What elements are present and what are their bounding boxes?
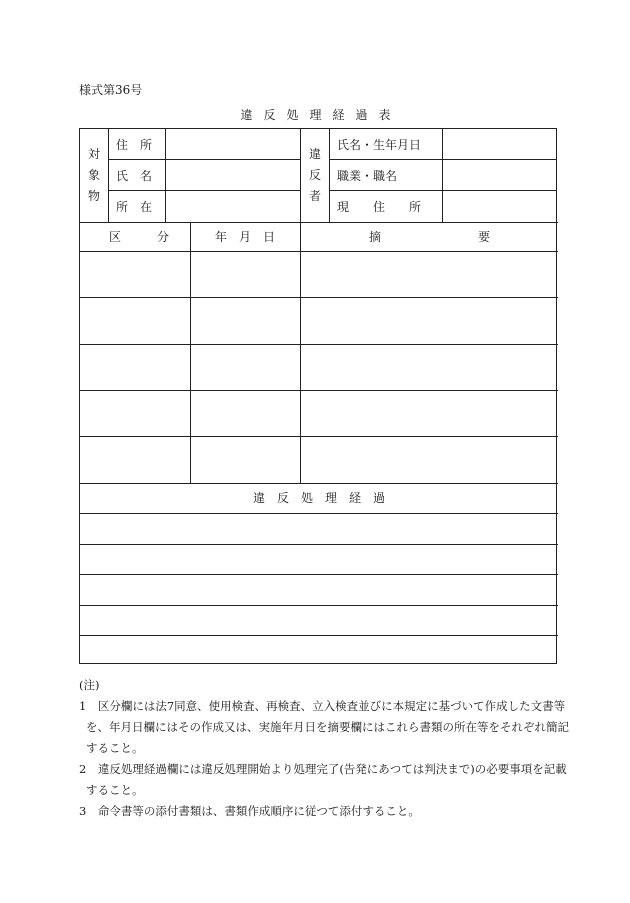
- column-divider: [300, 222, 301, 483]
- target-name-label: 氏 名: [116, 169, 153, 183]
- process-section-header: 違 反 処 理 経 過: [252, 491, 385, 505]
- notes-section: [79, 675, 569, 822]
- note-item: 3 命令書等の添付書類は、書類作成順序に従つて添付すること。: [79, 804, 420, 818]
- row-divider: [80, 436, 558, 437]
- row-divider: [80, 513, 558, 514]
- row-divider: [80, 297, 558, 298]
- target-address-label: 住 所: [116, 138, 153, 152]
- notes-heading: (注): [79, 678, 100, 692]
- target-location-label: 所 在: [116, 200, 153, 214]
- column-divider: [329, 129, 330, 222]
- violator-name-birthdate-label: 氏名・生年月日: [337, 138, 422, 152]
- row-divider: [80, 574, 558, 575]
- column-divider: [108, 129, 109, 222]
- note-item: 2 違反処理経過欄には違反処理開始より処理完了(告発にあつては判決まで)の必要事項を記載すること。: [79, 762, 567, 797]
- section-divider: [80, 483, 558, 484]
- row-divider: [80, 635, 558, 636]
- section-divider: [80, 222, 558, 223]
- violator-occupation-field[interactable]: [443, 160, 557, 190]
- document-title: 違反処理経過表: [240, 108, 402, 122]
- form-number: 様式第36号: [79, 83, 143, 97]
- summary-column-header-left: 摘: [369, 230, 382, 244]
- summary-column-header-right: 要: [478, 230, 491, 244]
- target-label: 対象物: [87, 147, 100, 203]
- note-item: 1 区分欄には法7同意、使用検査、再検査、立入検査並びに本規定に基づいて作成した文書等を、年月日欄にはその作成又は、実施年月日を摘要欄にはこれら書類の所在等をそれぞれ簡記すること。: [79, 699, 569, 755]
- column-divider: [300, 129, 301, 222]
- row-divider: [80, 344, 558, 345]
- target-address-field[interactable]: [166, 130, 300, 159]
- target-location-field[interactable]: [166, 191, 300, 222]
- row-divider: [80, 390, 558, 391]
- row-divider: [80, 605, 558, 606]
- target-name-field[interactable]: [166, 160, 300, 190]
- row-divider: [80, 251, 558, 252]
- violator-residence-field[interactable]: [443, 191, 557, 222]
- violator-label: 違反者: [308, 147, 321, 203]
- violator-residence-label: 現 住 所: [337, 200, 422, 214]
- category-column-header: 区 分: [109, 230, 170, 244]
- row-divider: [80, 544, 558, 545]
- violation-record-table: [79, 128, 557, 664]
- date-column-header: 年 月 日: [215, 230, 276, 244]
- column-divider: [190, 222, 191, 483]
- violator-occupation-label: 職業・職名: [337, 169, 398, 183]
- violator-name-birthdate-field[interactable]: [443, 130, 557, 159]
